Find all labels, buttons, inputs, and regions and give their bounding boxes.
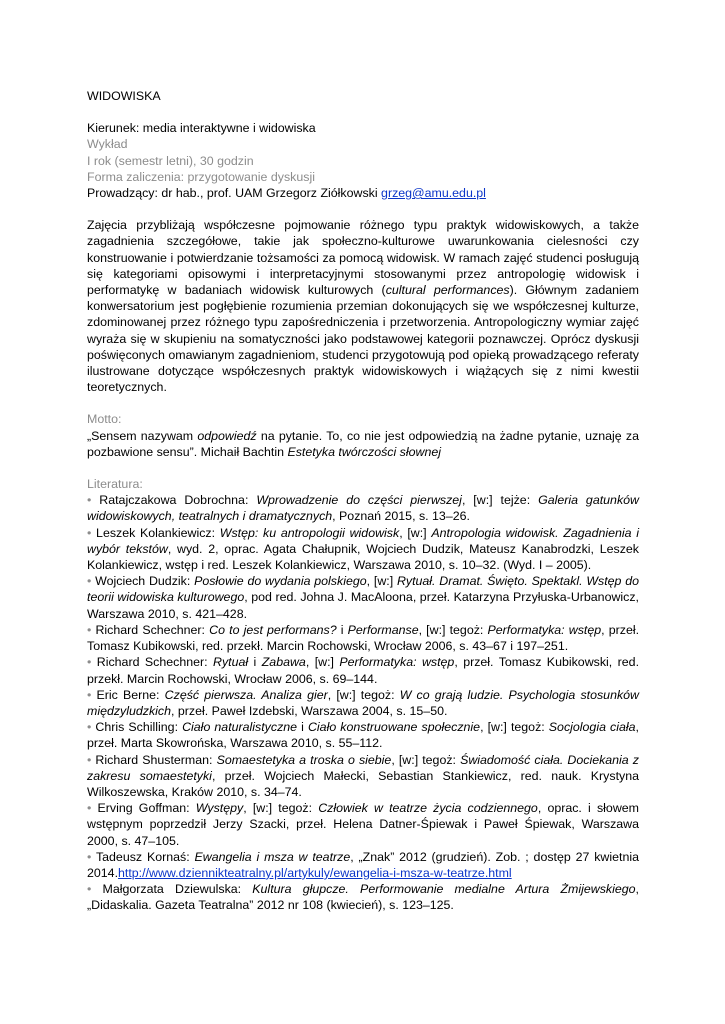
literature-link[interactable]: http://www.dziennikteatralny.pl/artykuly/ewangelia-i-msza-w-teatrze.html [118, 865, 512, 880]
literature-text: , [w:] [366, 574, 397, 589]
literature-text: Chris Schilling: [91, 720, 183, 735]
course-type: Wykład [87, 137, 128, 152]
literature-text: Leszek Kolankiewicz: [91, 525, 220, 540]
literature-text: , przeł. Wojciech Małecki, Sebastian Stankiewicz, red. nauk. Krystyna Wilkoszewska, Kraków 2010, s. 34–74. [87, 768, 639, 799]
literature-text: Wojciech Dudzik: [91, 574, 195, 589]
description-text-2: ). Głównym zadaniem konwersatorium jest pogłębienie rozumienia przemian dokonujących się we współczesnej kulturze, zdominowanej przez różnego typu zapośredniczenia i przetworzenia. Antropologiczny wymiar zajęć wyraża się w skupieniu na somatyczności jako podstawowej kategorii poznawczej. Oprócz dyskusji poświęconych omawianym zagadnieniom, studenci przygotowują pod opieką prowadzącego referaty ilustrowane dotyczące współczesnych praktyk widowiskowych i wiążących się z nimi kwestii teoretycznych. [87, 283, 639, 395]
literature-title: Występy [195, 801, 244, 816]
lecturer-email-link[interactable]: grzeg@amu.edu.pl [381, 186, 486, 201]
lecturer-line [87, 185, 639, 201]
literature-text: Richard Schechner: [91, 655, 213, 670]
literature-text: , przeł. Marta Skowrońska, Warszawa 2010, s. 55–112. [87, 720, 639, 751]
lecturer-name: Prowadzący: dr hab., prof. UAM Grzegorz Ziółkowski [87, 186, 378, 201]
motto-italic: odpowiedź [197, 428, 257, 443]
document-title: WIDOWISKA [87, 89, 161, 103]
bullet-icon: • [87, 525, 92, 540]
bullet-icon: • [87, 801, 92, 816]
course-year: I rok (semestr letni), 30 godzin [87, 153, 254, 168]
literature-item [87, 752, 639, 801]
literature-title: Socjologia ciała [548, 720, 636, 735]
literature-text: , przeł. Paweł Izdebski, Warszawa 2004, s. 15–50. [171, 703, 448, 718]
literature-text: , przeł. Tomasz Kubikowski, red. przekł. Marcin Rochowski, Wrocław 2006, s. 69–144. [87, 655, 640, 686]
description-italic: cultural performances [385, 283, 510, 298]
literature-text: , oprac. i słowem wstępnym poprzedził Jerzy Szacki, przeł. Helena Datner-Śpiewak i Paweł Śpiewak, Warszawa 2000, s. 47–105. [87, 801, 639, 848]
bullet-icon: • [87, 622, 92, 637]
literature-title: Galeria gatunków widowiskowych, teatralnych i dramatycznych [87, 493, 639, 524]
literature-item [87, 719, 639, 751]
literature-text: , [w:] tegoż: [327, 687, 400, 702]
course-line: Kierunek: media interaktywne i widowiska [87, 121, 316, 136]
literature-text: , [w:] [399, 525, 432, 540]
motto-source: Estetyka twórczości słownej [287, 444, 441, 459]
literature-label: Literatura: [87, 477, 143, 492]
literature-text: , [w:] tegoż: [480, 720, 549, 735]
literature-text: , „Znak” 2012 (grudzień). Zob. [350, 849, 526, 864]
literature-item [87, 525, 639, 574]
literature-title: Co to jest performans? [209, 622, 337, 637]
literature-text: Eric Berne: [91, 687, 165, 702]
literature-text: , [w:] [305, 655, 340, 670]
motto-text-2: na pytanie. To, co nie jest odpowiedzią na żadne pytanie, uznaję za pozbawione sensu”. Michaił Bachtin [87, 428, 639, 459]
literature-text: , [w:] tegoż: [418, 622, 488, 637]
literature-item [87, 687, 639, 719]
literature-text: Małgorzata Dziewulska: [91, 882, 253, 897]
bullet-icon: • [87, 720, 92, 735]
literature-title: Wstęp: ku antropologii widowisk [219, 525, 400, 540]
literature-title: Ciało konstruowane społecznie [307, 720, 481, 735]
literature-title: Część pierwsza. Analiza gier [164, 687, 328, 702]
literature-item [87, 654, 639, 686]
literature-title: Ewangelia i msza w teatrze [194, 849, 351, 864]
literature-text: , „Didaskalia. Gazeta Teatralna” 2012 nr 108 (kwiecień), s. 123–125. [87, 882, 639, 913]
bullet-icon: • [87, 849, 92, 864]
description-text-1: Zajęcia przybliżają współczesne pojmowanie różnego typu praktyk widowiskowych, a także zagadnienia szczegółowe, takie jak społeczno-kulturowe uwarunkowania cielesności czy konstruowanie i potwierdzanie tożsamości za pomocą widowisk. W ramach zajęć studenci posługują się kategoriami opisowymi i interpretacyjnymi stosowanymi przez antropologię widowisk i performatykę w badaniach widowisk kulturowych ( [87, 218, 639, 298]
motto-quote [87, 428, 639, 460]
literature-text: , [w:] tegoż: [391, 752, 461, 767]
literature-text: , wyd. 2, oprac. Agata Chałupnik, Wojciech Dudzik, Mateusz Kanabrodzki, Leszek Kolankiewicz, wstęp i red. Leszek Kolankiewicz, Warszawa 2010, s. 10–32. (Wyd. I – 2005). [87, 541, 639, 573]
literature-title: Performanse [347, 622, 419, 637]
literature-item [87, 622, 639, 654]
literature-title: Performatyka: wstęp [487, 622, 602, 637]
literature-text: i [336, 622, 348, 637]
literature-title: Rytuał [213, 655, 249, 670]
literature-title: Posłowie do wydania polskiego [194, 574, 367, 589]
literature-text: , Poznań 2015, s. 13–26. [332, 509, 470, 524]
literature-title: Somaestetyka a troska o siebie [216, 752, 392, 767]
literature-item [87, 800, 639, 849]
literature-list [87, 492, 639, 913]
literature-item [87, 881, 639, 913]
literature-item [87, 573, 639, 622]
bullet-icon: • [87, 493, 92, 508]
literature-text: Richard Shusterman: [91, 752, 217, 767]
literature-title: Wprowadzenie do części pierwszej [256, 493, 462, 508]
literature-text: ; dostęp 27 kwietnia 2014. [87, 849, 639, 880]
motto-label: Motto: [87, 412, 122, 427]
literature-title: Rytuał. Dramat. Święto. Spektakl. Wstęp do teorii widowiska kulturowego [87, 574, 640, 605]
literature-text: , pod red. Johna J. MacAloona, przeł. Katarzyna Przyłuska-Urbanowicz, Warszawa 2010, s. 421–428. [87, 590, 639, 621]
literature-title: Zabawa [261, 655, 306, 670]
literature-title: Antropologia widowisk. Zagadnienia i wybór tekstów [87, 525, 639, 556]
bullet-icon: • [87, 752, 92, 767]
literature-title: Świadomość ciała. Dociekania z zakresu somaestetyki [87, 752, 639, 783]
bullet-icon: • [87, 574, 92, 589]
literature-title: Kultura głupcze. Performowanie medialne Artura Żmijewskiego [252, 882, 636, 897]
credit-form: Forma zaliczenia: przygotowanie dyskusji [87, 169, 315, 184]
literature-text: Ratajczakowa Dobrochna: [91, 493, 257, 508]
literature-item [87, 492, 639, 524]
literature-title: W co grają ludzie. Psychologia stosunków międzyludzkich [87, 687, 639, 718]
bullet-icon: • [87, 655, 92, 670]
motto-text-1: „Sensem nazywam [87, 428, 198, 443]
bullet-icon: • [87, 687, 92, 702]
literature-title: Człowiek w teatrze życia codziennego [318, 801, 538, 816]
document-page [87, 88, 639, 914]
literature-title: Ciało naturalistyczne [182, 720, 298, 735]
literature-text: Richard Schechner: [91, 622, 210, 637]
literature-text: Erving Goffman: [91, 801, 196, 816]
literature-text: , [w:] tegoż: [243, 801, 319, 816]
literature-title: Performatyka: wstęp [339, 655, 455, 670]
literature-text: , [w:] tejże: [461, 493, 539, 508]
literature-text: Tadeusz Kornaś: [91, 849, 195, 864]
literature-item [87, 849, 639, 881]
literature-text: , przeł. Tomasz Kubikowski, red. przekł. Marcin Rochowski, Wrocław 2006, s. 43–67 i 197–251. [87, 622, 640, 654]
literature-text: i [297, 720, 308, 735]
course-description [87, 217, 639, 395]
bullet-icon: • [87, 882, 92, 897]
literature-text: i [248, 655, 262, 670]
